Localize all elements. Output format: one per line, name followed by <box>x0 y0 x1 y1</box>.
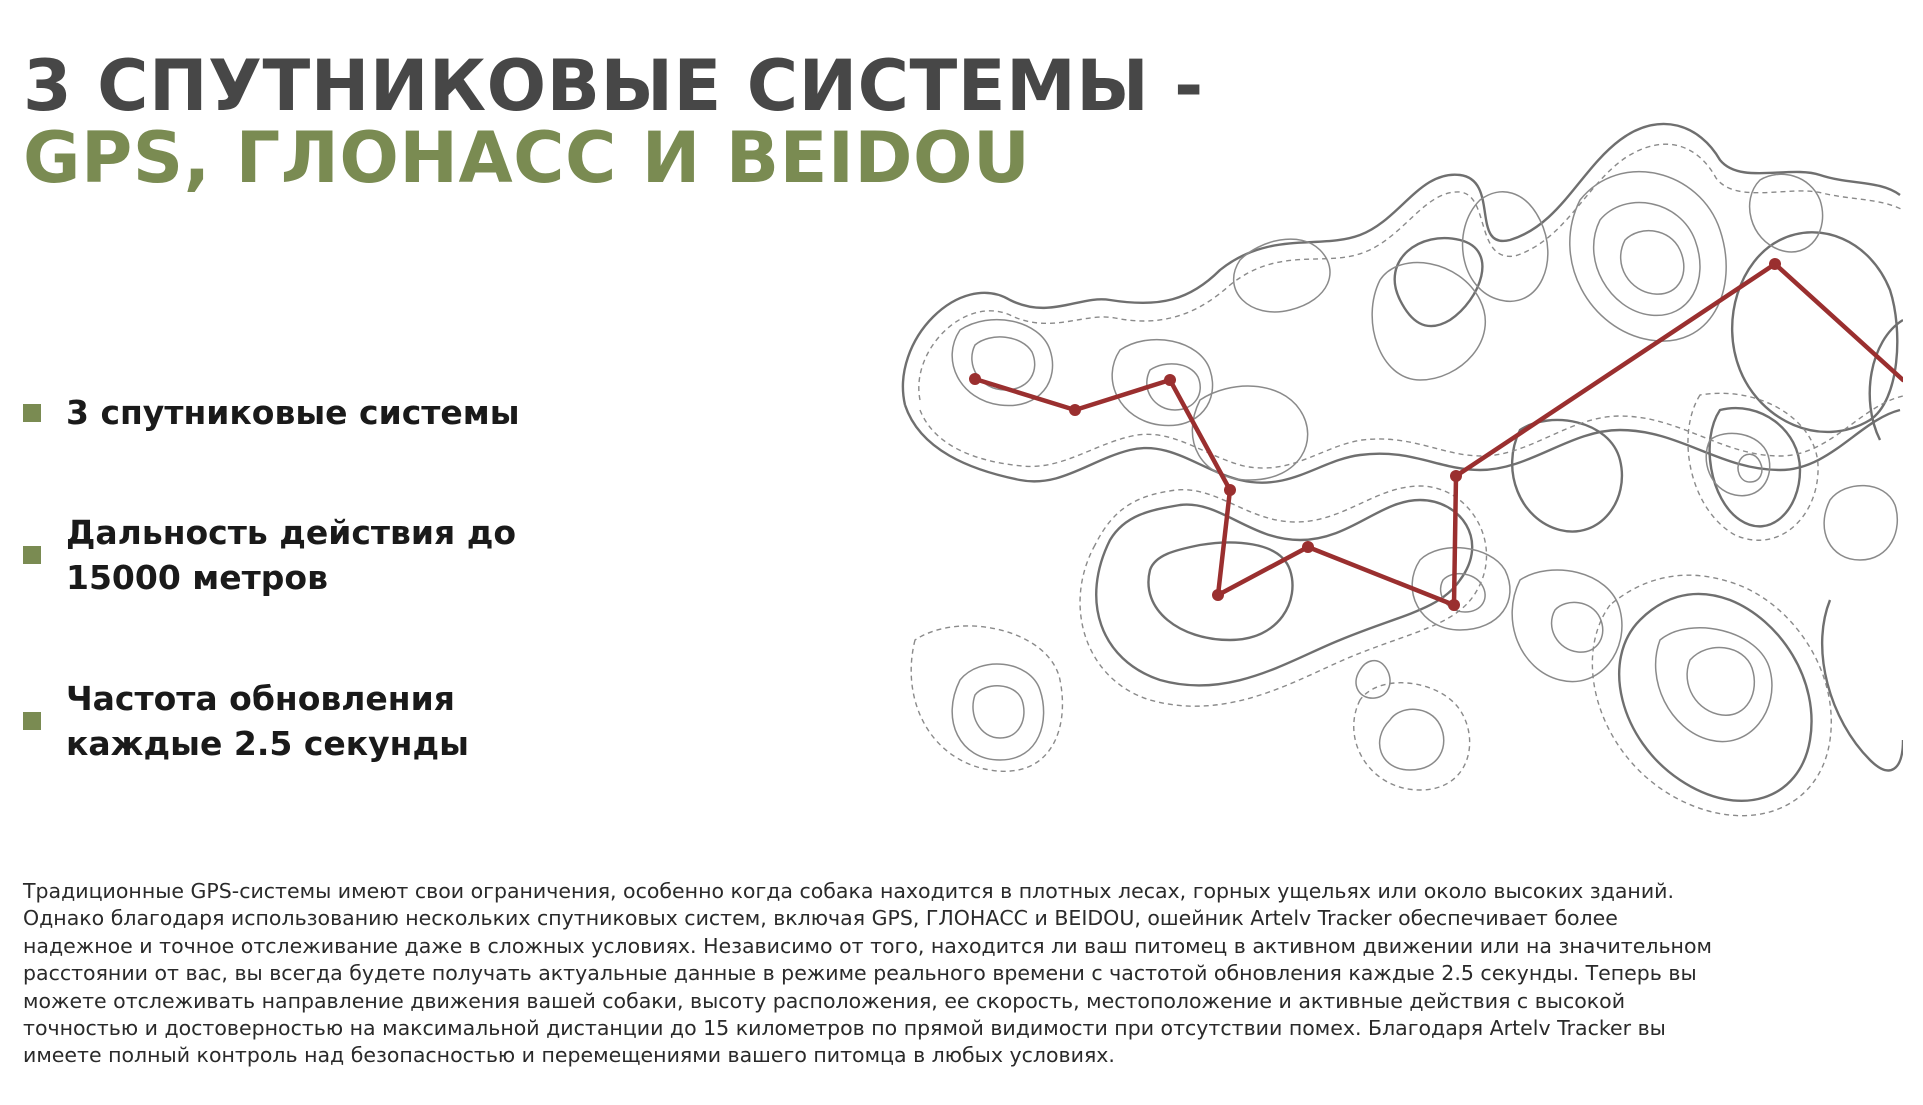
feature-text: Частота обновления каждые 2.5 секунды <box>66 679 469 763</box>
waypoint-marker <box>1069 404 1081 416</box>
waypoint-marker <box>1164 374 1176 386</box>
bullet-square-icon <box>23 712 41 730</box>
topographic-map-illustration <box>880 115 1903 885</box>
description-paragraph: Традиционные GPS-системы имеют свои ограничения, особенно когда собака находится в плотных лесах, горных ущельях или около высоких зданий. Однако благодаря использованию нескольких спутниковых систем, включая GPS, ГЛОНАСС и BEIDOU, ошейник Artelv Tracker обеспечивает более надежное и точное отслеживание даже в сложных условиях. Независимо от того, находится ли ваш питомец в активном движении или на значительном расстоянии от вас, вы всегда будете получать актуальные данные в режиме реального времени с частотой обновления каждые 2.5 секунды. Теперь вы можете отслеживать направление движения вашей собаки, высоту расположения, ее скорость, местоположение и активные действия с высокой точностью и достоверностью на максимальной дистанции до 15 километров по прямой видимости при отсутствии помех. Благодаря Artelv Tracker вы имеете полный контроль над безопасностью и перемещениями вашего питомца в любых условиях. <box>23 879 1712 1068</box>
waypoint-marker <box>1769 258 1781 270</box>
tracking-route <box>969 258 1903 611</box>
bullet-square-icon <box>23 404 41 422</box>
waypoint-marker <box>1212 589 1224 601</box>
feature-text: Дальность действия до 15000 метров <box>66 513 517 597</box>
waypoint-marker <box>1450 470 1462 482</box>
feature-item-update-rate <box>23 676 606 766</box>
waypoint-marker <box>1224 484 1236 496</box>
waypoint-marker <box>1448 599 1460 611</box>
heading-line-2: GPS, ГЛОНАСС И BEIDOU <box>23 117 1031 199</box>
bullet-square-icon <box>23 546 41 564</box>
waypoint-marker <box>1302 541 1314 553</box>
heading-line-1: 3 СПУТНИКОВЫЕ СИСТЕМЫ - <box>23 45 1204 127</box>
feature-text: 3 спутниковые системы <box>66 393 520 432</box>
contour-lines-dashed <box>911 144 1903 816</box>
feature-item-range <box>23 510 606 600</box>
feature-item-satellites <box>23 390 606 435</box>
waypoint-marker <box>969 373 981 385</box>
